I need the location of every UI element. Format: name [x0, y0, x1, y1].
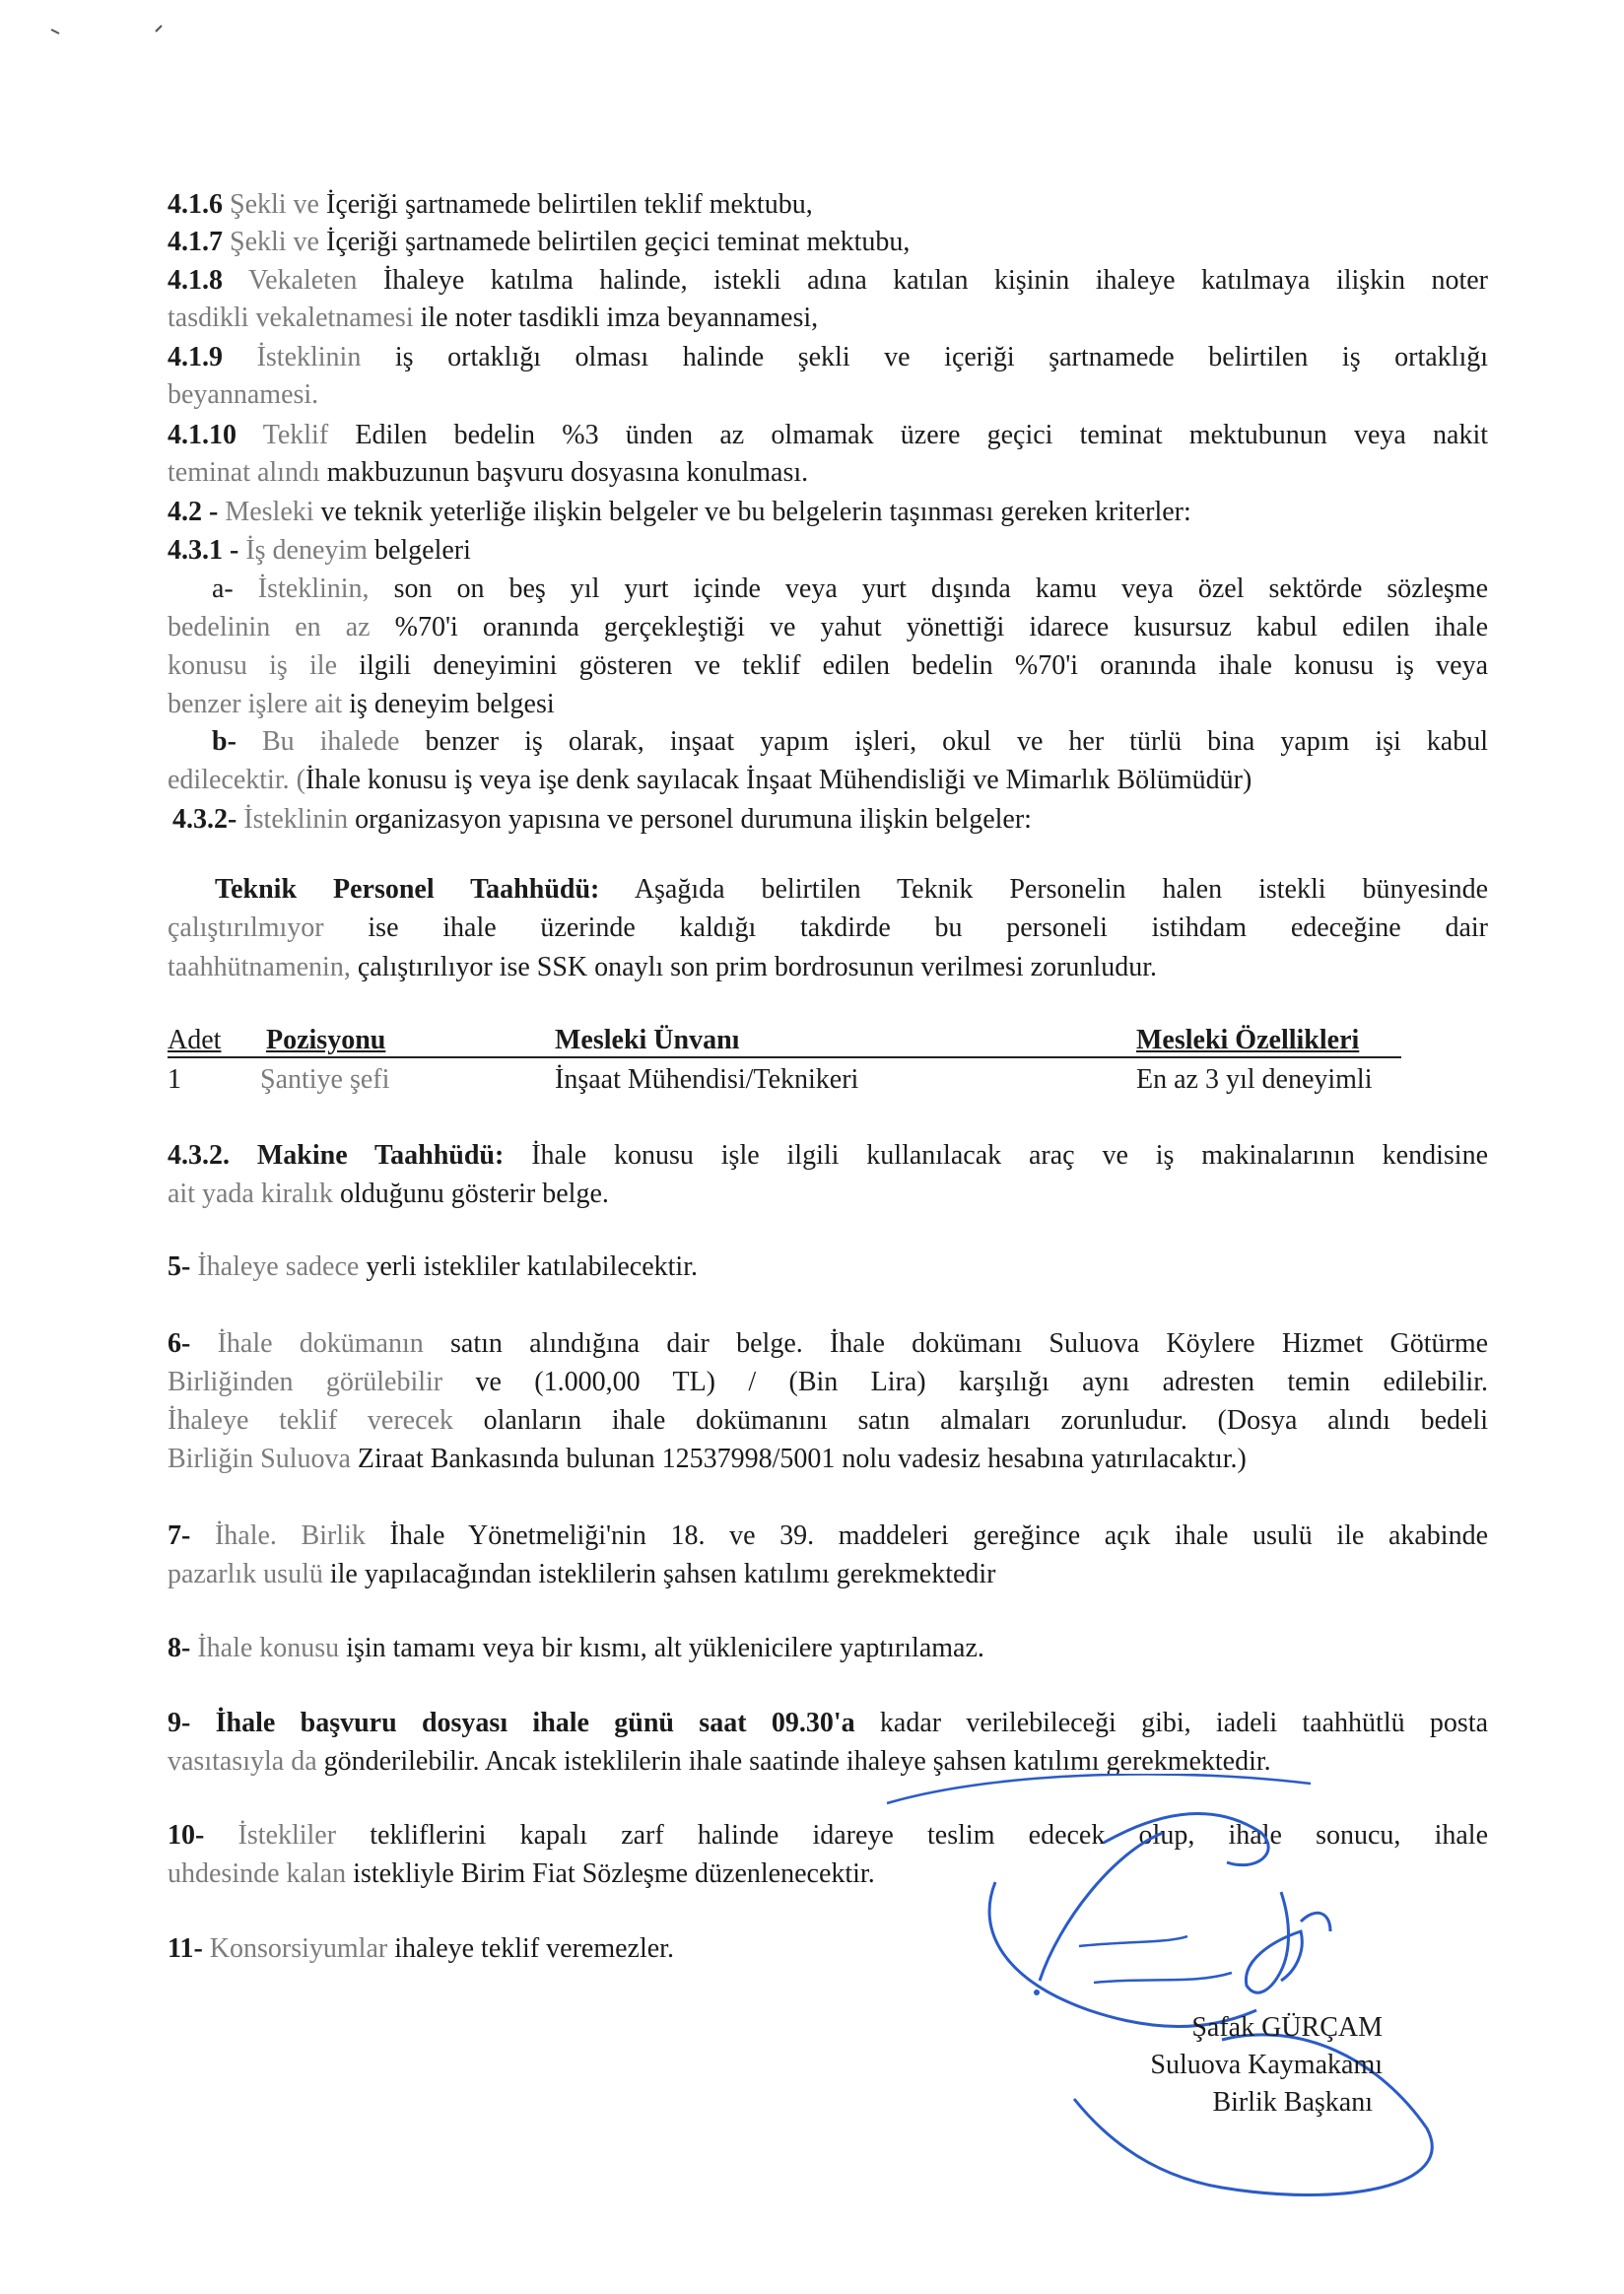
col-header-quantity: Adet	[168, 1025, 222, 1055]
signer-title-2: Birlik Başkanı	[1212, 2087, 1373, 2118]
personnel-table	[168, 1025, 1488, 1104]
item-6-cont3: Birliğin Suluova Ziraat Bankasında bulunan 12537998/5001 nolu vadesiz hesabına yatırılacaktır.)	[168, 1444, 1247, 1474]
item-b: b- Bu ihalede benzer iş olarak, inşaat yapım işleri, okul ve her türlü bina yapım işi kabul	[212, 726, 1489, 757]
item-a-cont1: bedelinin en az %70'i oranında gerçekleştiği ve yahut yönettiği idarece kusursuz kabul edilen ihale	[168, 612, 1489, 642]
item-6-cont2: İhaleye teklif verecek olanların ihale dokümanını satın almaları zorunludur. (Dosya alındı bedeli	[168, 1405, 1489, 1436]
table-cell-title: İnşaat Mühendisi/Teknikeri	[555, 1064, 859, 1095]
table-cell-qualifications: En az 3 yıl deneyimli	[1136, 1064, 1373, 1095]
item-10-cont: uhdesinde kalan istekliyle Birim Fiat Sözleşme düzenlenecektir.	[168, 1858, 875, 1889]
item-10: 10- İstekliler tekliflerini kapalı zarf halinde idareye teslim edecek olup, ihale sonucu, ihale	[168, 1820, 1489, 1851]
item-a: a- İsteklinin, son on beş yıl yurt içinde veya yurt dışında kamu veya özel sektörde sözleşme	[212, 574, 1489, 604]
col-header-qualifications: Mesleki Özellikleri	[1136, 1025, 1360, 1055]
technical-staff-cont2: taahhütnamenin, çalıştırılıyor ise SSK onaylı son prim bordrosunun verilmesi zorunludur.	[168, 952, 1157, 982]
signer-name: Şafak GÜRÇAM	[1191, 2012, 1383, 2043]
item-7: 7- İhale. Birlik İhale Yönetmeliği'nin 18. ve 39. maddeleri gereğince açık ihale usulü ile akabinde	[168, 1520, 1489, 1551]
item-4-1-10-cont: teminat alındı makbuzunun başvuru dosyasına konulması.	[168, 457, 809, 488]
handwritten-signature	[867, 1774, 1478, 2207]
item-a-cont2: konusu iş ile ilgili deneyimini gösteren ve teklif edilen bedelin %70'i oranında ihale konusu iş veya	[168, 650, 1488, 681]
item-b-cont: edilecektir. (İhale konusu iş veya işe denk sayılacak İnşaat Mühendisliği ve Mimarlık Bölümüdür)	[168, 765, 1252, 795]
table-cell-position: Şantiye şefi	[260, 1064, 390, 1095]
item-4-1-9-cont: beyannamesi.	[168, 379, 319, 410]
item-4-3-2: 4.3.2- İsteklinin organizasyon yapısına ve personel durumuna ilişkin belgeler:	[172, 804, 1032, 835]
item-a-cont3: benzer işlere ait iş deneyim belgesi	[168, 689, 555, 719]
item-9: 9- İhale başvuru dosyası ihale günü saat 09.30'a kadar verilebileceği gibi, iadeli taahhütlü posta	[168, 1708, 1489, 1738]
item-6: 6- İhale dokümanın satın alındığına dair belge. İhale dokümanı Suluova Köylere Hizmet Götürme	[168, 1328, 1489, 1359]
item-11: 11- Konsorsiyumlar ihaleye teklif veremezler.	[168, 1933, 674, 1964]
col-header-position: Pozisyonu	[266, 1025, 386, 1055]
item-9-cont: vasıtasıyla da gönderilebilir. Ancak isteklilerin ihale saatinde ihaleye şahsen katılımı gerekmektedir.	[168, 1746, 1271, 1777]
technical-staff-cont1: çalıştırılmıyor ise ihale üzerinde kaldığı takdirde bu personeli istihdam edeceğine dair	[168, 912, 1489, 943]
item-4-1-8-cont: tasdikli vekaletnamesi ile noter tasdikli imza beyannamesi,	[168, 303, 819, 333]
table-header-rule	[168, 1056, 1401, 1058]
item-8: 8- İhale konusu işin tamamı veya bir kısmı, alt yüklenicilere yaptırılamaz.	[168, 1633, 984, 1663]
item-4-1-7: 4.1.7 Şekli ve İçeriği şartnamede belirtilen geçici teminat mektubu,	[168, 227, 911, 257]
item-4-3-1: 4.3.1 - İş deneyim belgeleri	[168, 535, 471, 566]
item-4-2: 4.2 - Mesleki ve teknik yeterliğe ilişkin belgeler ve bu belgelerin taşınması gereken kriterler:	[168, 497, 1191, 527]
item-4-1-9: 4.1.9 İsteklinin iş ortaklığı olması halinde şekli ve içeriği şartnamede belirtilen iş ortaklığı	[168, 342, 1489, 372]
item-5: 5- İhaleye sadece yerli istekliler katılabilecektir.	[168, 1251, 698, 1282]
item-7-cont: pazarlık usulü ile yapılacağından isteklilerin şahsen katılımı gerekmektedir	[168, 1559, 996, 1589]
technical-staff-commitment: Teknik Personel Taahhüdü: Aşağıda belirtilen Teknik Personelin halen istekli bünyesinde	[215, 874, 1488, 905]
machine-commitment-cont: ait yada kiralık olduğunu gösterir belge.	[168, 1179, 609, 1209]
table-cell-quantity: 1	[168, 1064, 181, 1095]
machine-commitment: 4.3.2. Makine Taahhüdü: İhale konusu işle ilgili kullanılacak araç ve iş makinalarının kendisine	[168, 1140, 1488, 1171]
col-header-title: Mesleki Ünvanı	[555, 1025, 740, 1055]
item-6-cont1: Birliğinden görülebilir ve (1.000,00 TL) / (Bin Lira) karşılığı aynı adresten temin edilebilir.	[168, 1367, 1488, 1397]
item-4-1-10: 4.1.10 Teklif Edilen bedelin %3 ünden az olmamak üzere geçici teminat mektubunun veya nakit	[168, 420, 1489, 450]
item-4-1-8: 4.1.8 Vekaleten İhaleye katılma halinde, istekli adına katılan kişinin ihaleye katılmaya ilişkin noter	[168, 265, 1488, 296]
item-4-1-6: 4.1.6 Şekli ve İçeriği şartnamede belirtilen teklif mektubu,	[168, 189, 813, 220]
scan-artifact	[49, 20, 177, 39]
signer-title: Suluova Kaymakamı	[1150, 2050, 1383, 2080]
